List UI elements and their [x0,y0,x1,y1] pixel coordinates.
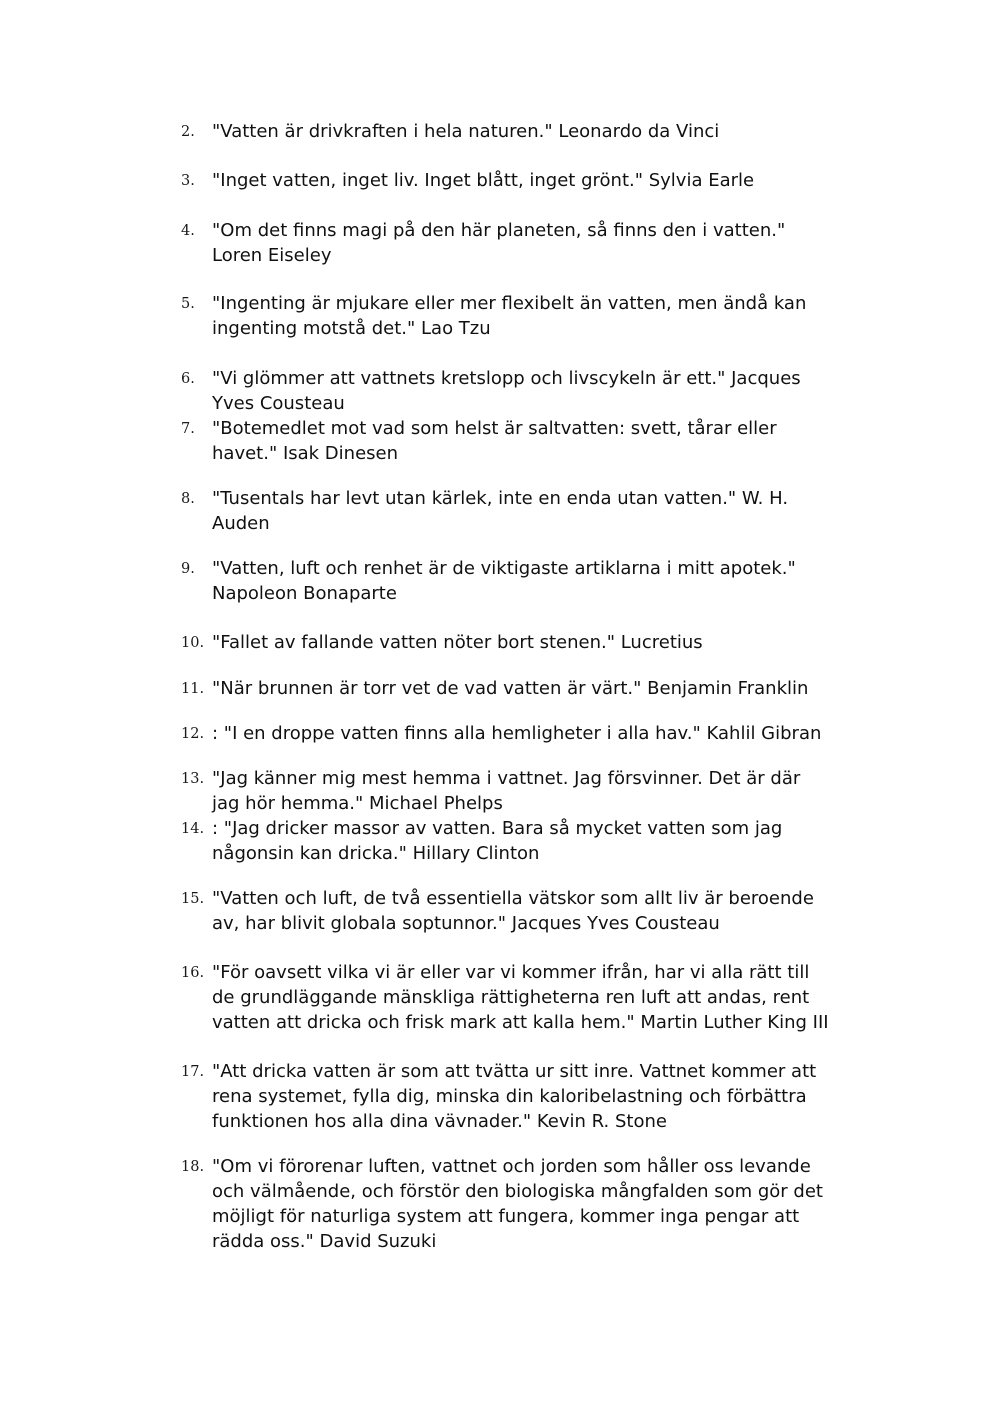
quote-line: "Att dricka vatten är som att tvätta ur sitt inre. Vattnet kommer att [212,1061,817,1082]
item-number: 14. [181,821,205,837]
quote-text [212,366,852,416]
quote-line: "Tusentals har levt utan kärlek, inte en enda utan vatten." W. H. [212,488,789,509]
quote-text [212,556,852,606]
quote-line: någonsin kan dricka." Hillary Clinton [212,843,540,864]
quote-text [212,119,852,144]
quote-line: "Inget vatten, inget liv. Inget blått, inget grönt." Sylvia Earle [212,170,755,191]
quote-line: Auden [212,513,270,534]
quote-line: rädda oss." David Suzuki [212,1231,437,1252]
list-item [181,721,861,747]
quote-line: rena systemet, fylla dig, minska din kaloribelastning och förbättra [212,1086,807,1107]
quote-line: jag hör hemma." Michael Phelps [212,793,503,814]
quote-text [212,886,852,936]
quote-line: Loren Eiseley [212,245,332,266]
item-number: 12. [181,726,205,742]
quote-line: : "Jag dricker massor av vatten. Bara så mycket vatten som jag [212,818,783,839]
item-number: 13. [181,771,205,787]
quote-line: av, har blivit globala soptunnor." Jacques Yves Cousteau [212,913,720,934]
quote-line: "Jag känner mig mest hemma i vattnet. Jag försvinner. Det är där [212,768,801,789]
quote-text [212,630,852,655]
list-item [181,1059,861,1134]
list-item [181,291,861,341]
item-number: 2. [181,124,195,140]
quote-line: "Vi glömmer att vattnets kretslopp och livscykeln är ett." Jacques [212,368,801,389]
list-item [181,960,861,1035]
list-item [181,416,861,466]
list-item [181,366,861,416]
quote-text [212,291,852,341]
item-number: 11. [181,681,205,697]
item-number: 7. [181,421,195,437]
quote-text [212,486,852,536]
quote-text [212,721,852,746]
item-number: 10. [181,635,205,651]
list-item [181,168,861,194]
item-number: 17. [181,1064,205,1080]
list-item [181,486,861,536]
list-item [181,1154,861,1254]
list-item [181,556,861,606]
list-item [181,119,861,145]
item-number: 15. [181,891,205,907]
quote-line: "Botemedlet mot vad som helst är saltvatten: svett, tårar eller [212,418,777,439]
quote-line: "Om det finns magi på den här planeten, så finns den i vatten." [212,220,786,241]
list-item [181,886,861,936]
list-item [181,816,861,866]
quote-line: Yves Cousteau [212,393,345,414]
quote-text [212,1154,852,1254]
quote-line: havet." Isak Dinesen [212,443,399,464]
quote-text [212,816,852,866]
quote-line: "Om vi förorenar luften, vattnet och jorden som håller oss levande [212,1156,811,1177]
quote-line: funktionen hos alla dina vävnader." Kevin R. Stone [212,1111,667,1132]
item-number: 18. [181,1159,205,1175]
item-number: 8. [181,491,195,507]
quote-line: "Vatten och luft, de två essentiella vätskor som allt liv är beroende [212,888,814,909]
item-number: 16. [181,965,205,981]
item-number: 5. [181,296,195,312]
quote-line: vatten att dricka och frisk mark att kalla hem." Martin Luther King III [212,1012,829,1033]
item-number: 3. [181,173,195,189]
quote-text [212,168,852,193]
quote-line: "När brunnen är torr vet de vad vatten är värt." Benjamin Franklin [212,678,809,699]
list-item [181,218,861,268]
quote-line: "För oavsett vilka vi är eller var vi kommer ifrån, har vi alla rätt till [212,962,810,983]
quote-line: Napoleon Bonaparte [212,583,397,604]
quote-line: och välmående, och förstör den biologiska mångfalden som gör det [212,1181,823,1202]
quote-text [212,676,852,701]
quote-text [212,960,852,1035]
list-item [181,676,861,702]
quote-line: de grundläggande mänskliga rättigheterna ren luft att andas, rent [212,987,810,1008]
item-number: 4. [181,223,195,239]
quote-line: möjligt för naturliga system att fungera, kommer inga pengar att [212,1206,800,1227]
list-item [181,766,861,816]
quote-text [212,218,852,268]
quote-text [212,766,852,816]
quote-text [212,416,852,466]
quote-line: "Fallet av fallande vatten nöter bort stenen." Lucretius [212,632,703,653]
list-item [181,630,861,656]
item-number: 6. [181,371,195,387]
quote-line: "Ingenting är mjukare eller mer flexibelt än vatten, men ändå kan [212,293,807,314]
quote-line: "Vatten är drivkraften i hela naturen." Leonardo da Vinci [212,121,720,142]
item-number: 9. [181,561,195,577]
quote-text [212,1059,852,1134]
quote-line: ingenting motstå det." Lao Tzu [212,318,491,339]
quote-line: "Vatten, luft och renhet är de viktigaste artiklarna i mitt apotek." [212,558,796,579]
quote-line: : "I en droppe vatten finns alla hemligheter i alla hav." Kahlil Gibran [212,723,822,744]
